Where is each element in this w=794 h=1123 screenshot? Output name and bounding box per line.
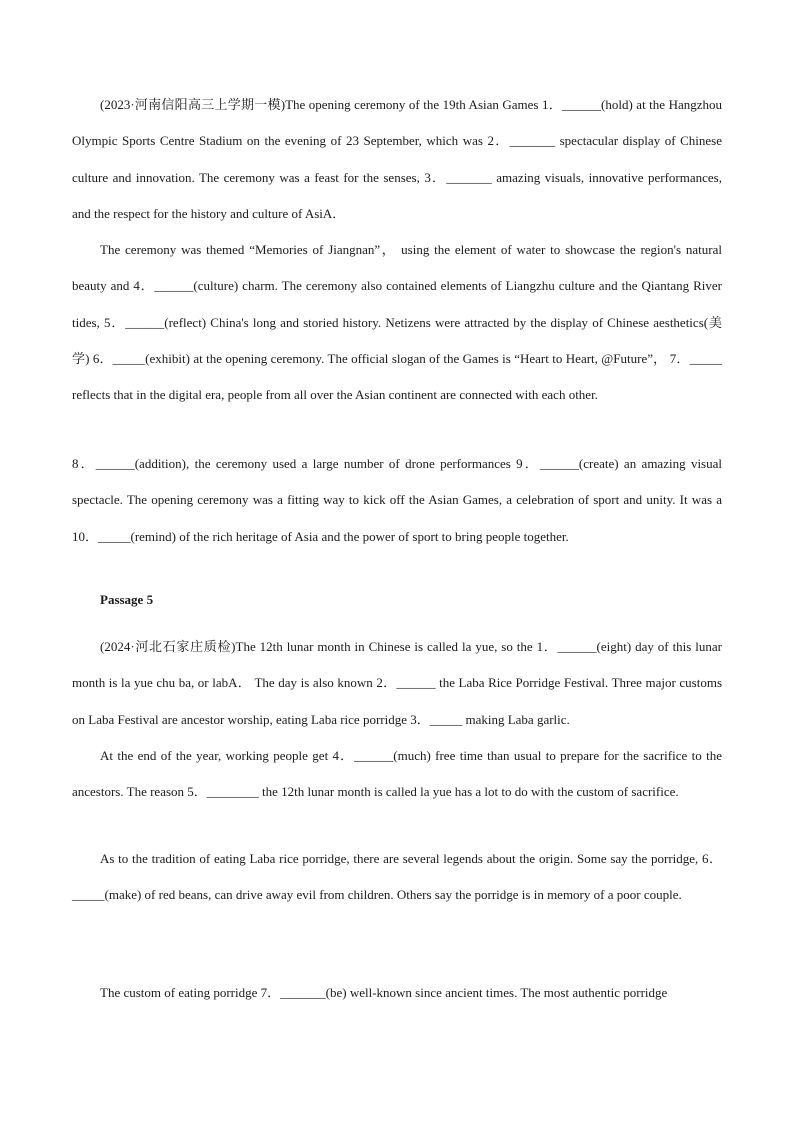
passage4-paragraph-1: (2023·河南信阳高三上学期一模)The opening ceremony of the 19th Asian Games 1．______(hold) at the Hangzhou Olympic Sports Centre Stadium on the evening of 23 September, which was 2．_______ spectacular display of Chinese culture and innovation. The ceremony was a feast for the senses, 3．_______ amazing visuals, innovative performances, and the respect for the history and culture of AsiA．: [72, 97, 722, 221]
passage4-paragraph-2: The ceremony was themed “Memories of Jiangnan”， using the element of water to showcase the region's natural beauty and 4．______(culture) charm. The ceremony also contained elements of Liangzhu culture and the Qiantang River tides, 5．______(reflect) China's long and storied history. Netizens were attracted by the display of Chinese aesthetics(美学) 6．_____(exhibit) at the opening ceremony. The official slogan of the Games is “Heart to Heart, @Future”， 7．_____ reflects that in the digital era, people from all over the Asian continent are connected with each other.: [72, 242, 722, 403]
passage5-paragraph-4: The custom of eating porridge 7．_______(be) well-known since ancient times. The most authentic porridge: [100, 985, 668, 1000]
passage5-paragraph-2: At the end of the year, working people get 4．______(much) free time than usual to prepare for the sacrifice to the ancestors. The reason 5．________ the 12th lunar month is called la yue has a lot to do with the custom of sacrifice.: [72, 748, 722, 800]
passage5-paragraph-3: As to the tradition of eating Laba rice porridge, there are several legends about the origin. Some say the porridge, 6．_____(make) of red beans, can drive away evil from children. Others say the porridge is in memory of a poor couple.: [72, 851, 722, 903]
passage5-heading: Passage 5: [100, 592, 154, 607]
passage4-paragraph-3: 8．______(addition), the ceremony used a large number of drone performances 9．______(create) an amazing visual spectacle. The opening ceremony was a fitting way to kick off the Asian Games, a celebration of sport and unity. It was a 10．_____(remind) of the rich heritage of Asia and the power of sport to bring people together.: [72, 456, 722, 544]
passage5-paragraph-1: (2024·河北石家庄质检)The 12th lunar month in Chinese is called la yue, so the 1．______(eight) day of this lunar month is la yue chu ba, or labA． The day is also known 2．______ the Laba Rice Porridge Festival. Three major customs on Laba Festival are ancestor worship, eating Laba rice porridge 3．_____ making Laba garlic.: [72, 639, 722, 727]
